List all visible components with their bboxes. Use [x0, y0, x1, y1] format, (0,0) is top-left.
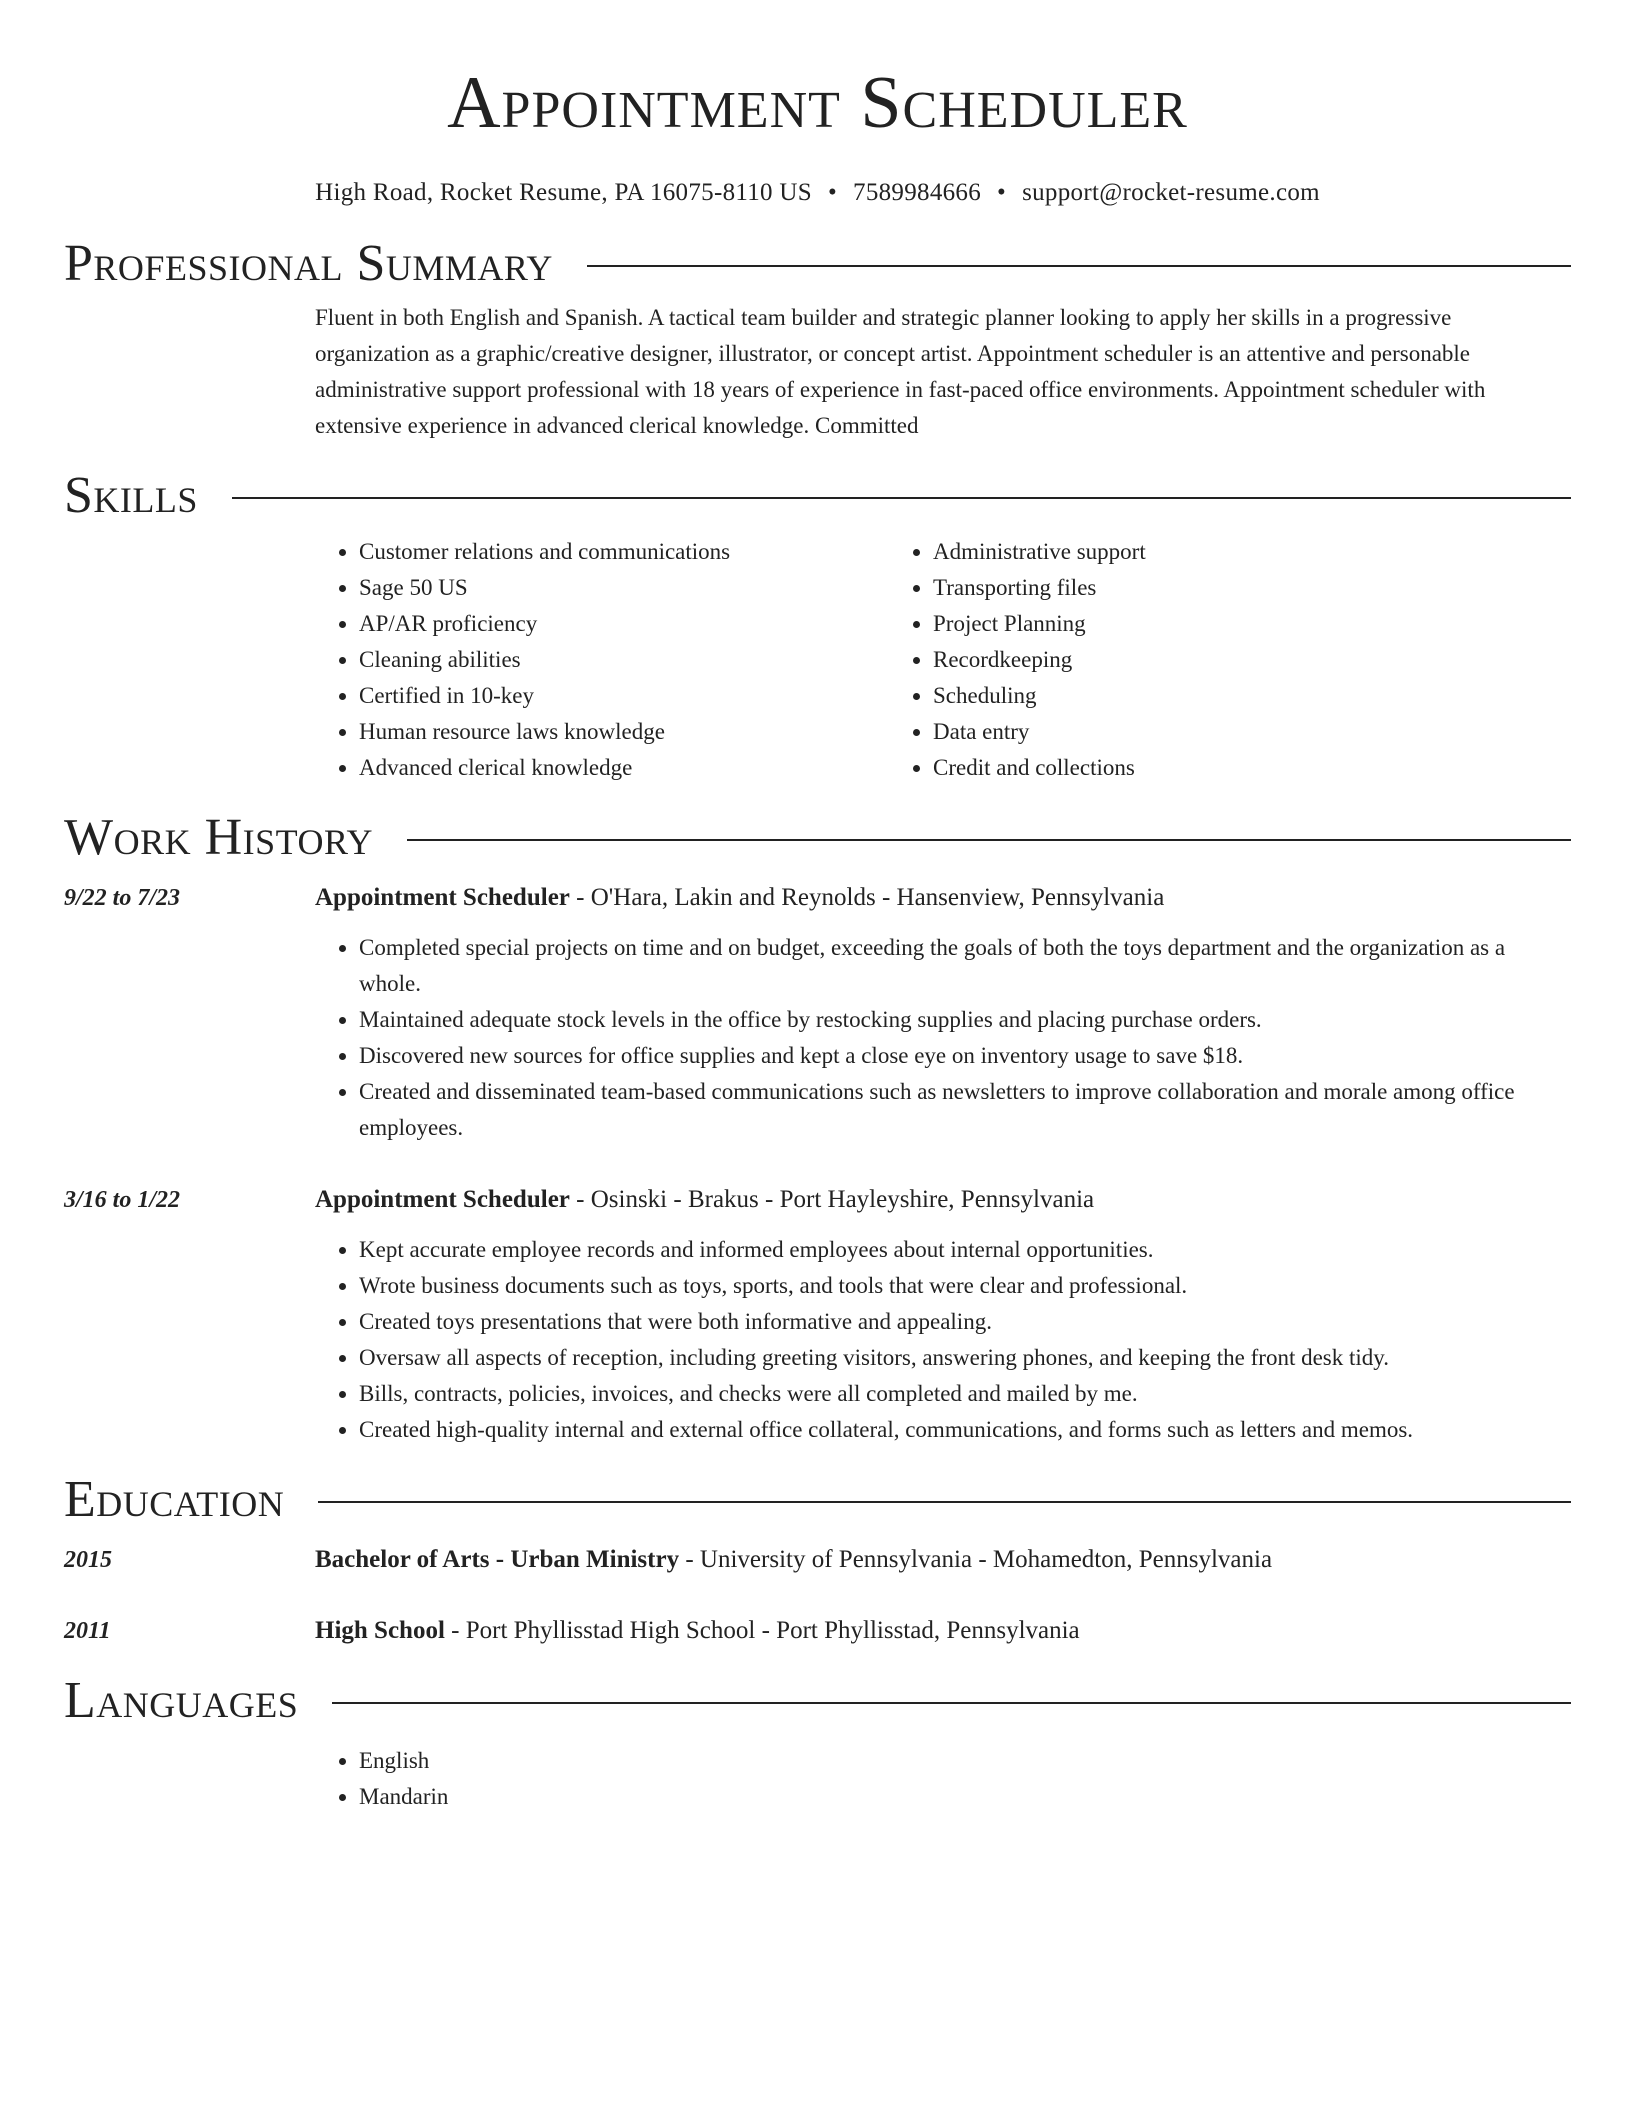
phone-text: 7589984666: [853, 179, 982, 206]
languages-title: Languages: [64, 1672, 299, 1729]
job-role: Appointment Scheduler: [315, 1186, 570, 1213]
job-dates: 9/22 to 7/23: [64, 885, 181, 911]
job-bullet: • Kept accurate employee records and informed employees about internal opportunities.: [359, 1232, 1571, 1268]
address-text: High Road, Rocket Resume, PA 16075-8110 US: [315, 179, 812, 206]
job-bullet: • Created and disseminated team-based communications such as newsletters to improve collaboration and morale among office employees.: [359, 1074, 1571, 1146]
skill-item: • Project Planning: [933, 606, 1463, 642]
education-details: - University of Pennsylvania - Mohamedton, Pennsylvania: [679, 1546, 1273, 1573]
education-entry: [64, 1542, 1571, 1578]
summary-title: Professional Summary: [64, 235, 553, 292]
job-bullet: • Discovered new sources for office supplies and kept a close eye on inventory usage to save $18.: [359, 1038, 1571, 1074]
languages-list: [315, 1743, 1571, 1815]
summary-section-header: [64, 234, 1571, 294]
job-bullet-list: [315, 1232, 1571, 1448]
contact-line: [64, 178, 1571, 208]
job-bullet: • Bills, contracts, policies, invoices, and checks were all completed and mailed by me.: [359, 1376, 1571, 1412]
skills-list-right: [889, 534, 1463, 786]
education-year: 2011: [64, 1618, 111, 1644]
skill-item: • Human resource laws knowledge: [359, 714, 889, 750]
skill-item: • Recordkeeping: [933, 642, 1463, 678]
contact-separator: •: [997, 179, 1007, 206]
job-bullet: • Oversaw all aspects of reception, including greeting visitors, answering phones, and keeping the front desk tidy.: [359, 1340, 1571, 1376]
job-bullets: [315, 1232, 1571, 1448]
job-role: Appointment Scheduler: [315, 884, 570, 911]
job-entry: [64, 1182, 1571, 1218]
section-divider: [232, 497, 1571, 499]
language-item: • English: [359, 1743, 1571, 1779]
skill-item: • Transporting files: [933, 570, 1463, 606]
skill-item: • Advanced clerical knowledge: [359, 750, 889, 786]
job-bullets: [315, 930, 1571, 1146]
education-entry: [64, 1613, 1571, 1649]
job-dates: 3/16 to 1/22: [64, 1187, 181, 1213]
skill-item: • Scheduling: [933, 678, 1463, 714]
skill-item: • Cleaning abilities: [359, 642, 889, 678]
education-title: Education: [64, 1471, 285, 1528]
skills-title: Skills: [64, 467, 198, 524]
section-divider: [318, 1501, 1571, 1503]
skills-list-left: [315, 534, 889, 786]
job-bullet: • Created toys presentations that were both informative and appealing.: [359, 1304, 1571, 1340]
language-item: • Mandarin: [359, 1779, 1571, 1815]
resume-page: [64, 0, 1571, 1815]
section-divider: [332, 1702, 1571, 1704]
languages-section-header: [64, 1671, 1571, 1731]
education-degree: High School: [315, 1617, 445, 1644]
section-divider: [587, 265, 1571, 267]
job-bullet: • Wrote business documents such as toys, sports, and tools that were clear and professional.: [359, 1268, 1571, 1304]
job-heading: [315, 880, 1571, 916]
job-heading: [315, 1182, 1571, 1218]
education-heading: [315, 1542, 1571, 1578]
job-bullet: • Completed special projects on time and on budget, exceeding the goals of both the toys department and the organization as a whole.: [359, 930, 1571, 1002]
job-details: - Osinski - Brakus - Port Hayleyshire, Pennsylvania: [569, 1186, 1095, 1213]
skills-grid: [315, 534, 1571, 786]
candidate-name: Appointment Scheduler: [447, 62, 1188, 144]
summary-text: Fluent in both English and Spanish. A tactical team builder and strategic planner looking to apply her skills in a progressive organization as a graphic/creative designer, illustrator, or concept artist. Appointment scheduler is an attentive and personable administrative support professional with 18 years of experience in fast-paced office environments. Appointment scheduler with extensive experience in advanced clerical knowledge. Committed: [315, 305, 1486, 438]
job-bullet-list: [315, 930, 1571, 1146]
skills-body: [315, 534, 1571, 786]
skills-section-header: [64, 466, 1571, 526]
education-heading: [315, 1613, 1571, 1649]
education-section-header: [64, 1470, 1571, 1530]
skill-item: • AP/AR proficiency: [359, 606, 889, 642]
skill-item: • Credit and collections: [933, 750, 1463, 786]
education-year: 2015: [64, 1547, 112, 1573]
skill-item: • Customer relations and communications: [359, 534, 889, 570]
section-divider: [407, 839, 1571, 841]
work-title: Work History: [64, 809, 374, 866]
work-section-header: [64, 808, 1571, 868]
email-text: support@rocket-resume.com: [1022, 179, 1320, 206]
job-bullet: • Created high-quality internal and external office collateral, communications, and forms such as letters and memos.: [359, 1412, 1571, 1448]
skill-item: • Certified in 10-key: [359, 678, 889, 714]
languages-body: [315, 1743, 1571, 1815]
education-details: - Port Phyllisstad High School - Port Phyllisstad, Pennsylvania: [444, 1617, 1080, 1644]
summary-body: [315, 300, 1571, 444]
contact-separator: •: [827, 179, 838, 206]
education-degree: Bachelor of Arts - Urban Ministry: [315, 1546, 680, 1573]
skill-item: • Sage 50 US: [359, 570, 889, 606]
job-entry: [64, 880, 1571, 916]
job-details: - O'Hara, Lakin and Reynolds - Hansenview, Pennsylvania: [569, 884, 1165, 911]
skill-item: • Administrative support: [933, 534, 1463, 570]
skill-item: • Data entry: [933, 714, 1463, 750]
job-bullet: • Maintained adequate stock levels in the office by restocking supplies and placing purchase orders.: [359, 1002, 1571, 1038]
